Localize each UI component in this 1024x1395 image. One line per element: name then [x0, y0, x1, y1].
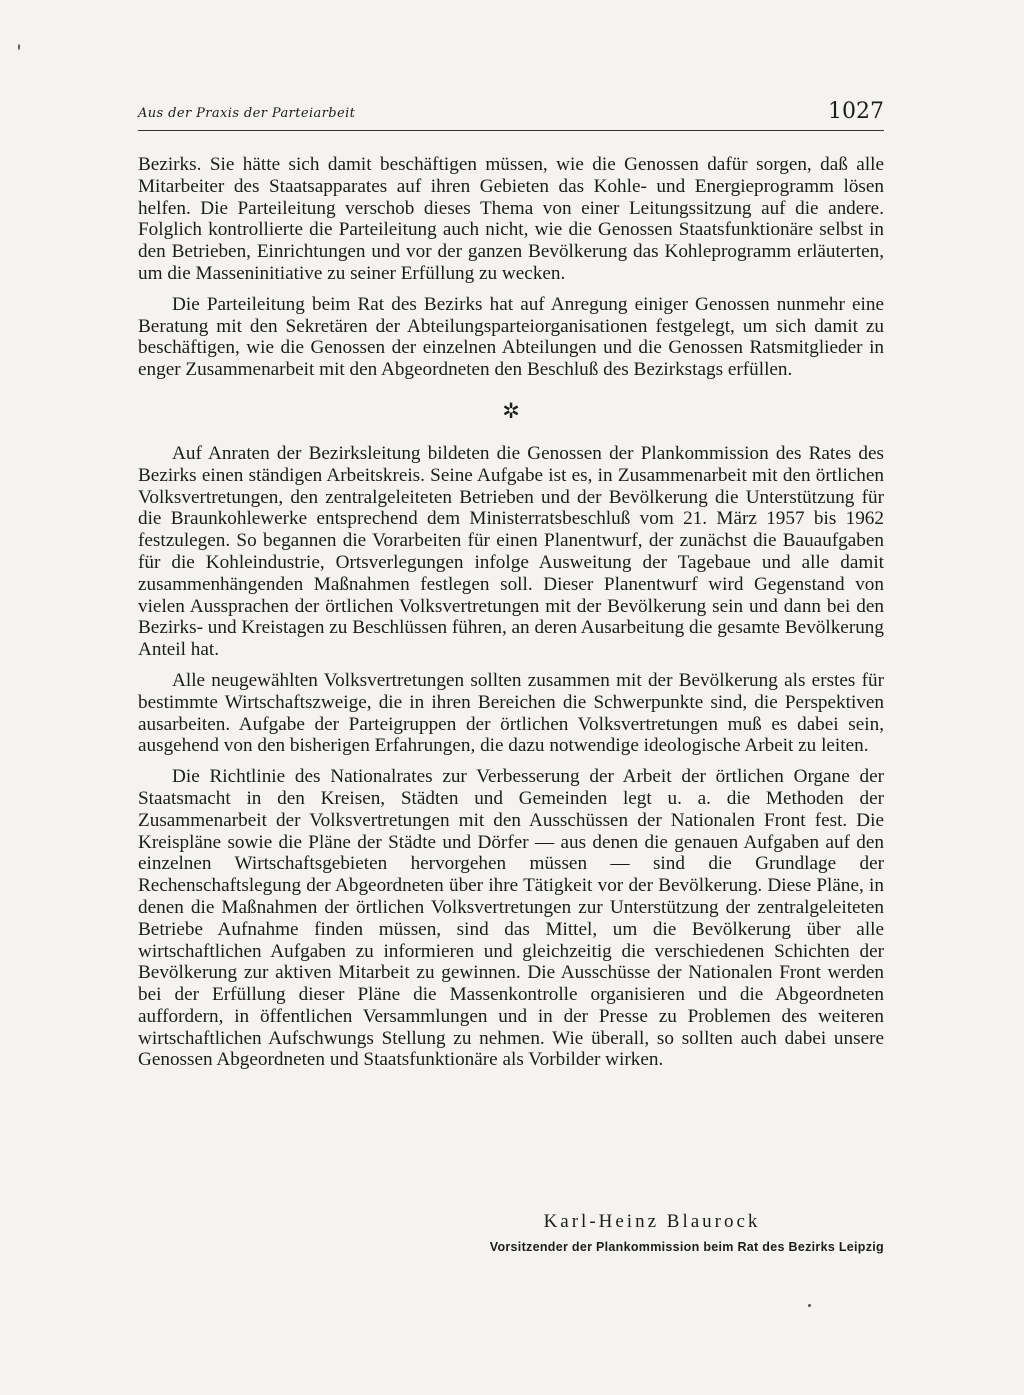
running-head: Aus der Praxis der Parteiarbeit	[138, 106, 356, 121]
paragraph-3: Auf Anraten der Bezirksleitung bildeten die Genossen der Plankommission des Rates des Bezirks einen ständigen Arbeitskreis. Seine Aufgabe ist es, in Zusammenarbeit mit den örtlichen Volksvertretungen, den zentralgeleiteten Betrieben und der Bevölkerung die Unterstützung für die Braunkohlewerke entsprechend dem Ministerratsbeschluß vom 21. März 1957 bis 1962 festzulegen. So begannen die Vorarbeiten für einen Planentwurf, der zunächst die Bauaufgaben für die Kohleindustrie, Ortsverlegungen infolge Ausweitung der Tagebaue und alle damit zusammenhängenden Maßnahmen festlegen soll. Dieser Planentwurf wird Gegenstand von vielen Aussprachen der örtlichen Volksvertretungen mit der Bevölkerung sein und dann bei den Bezirks- und Kreistagen zu Beschlüssen führen, an deren Ausarbeitung die gesamte Bevölkerung Anteil hat.	[138, 442, 884, 661]
print-speck	[18, 44, 20, 50]
article-body	[138, 154, 884, 1080]
author-title: Vorsitzender der Plankommission beim Rat des Bezirks Leipzig	[489, 1240, 884, 1254]
page-header	[138, 96, 884, 136]
paragraph-4: Alle neugewählten Volksvertretungen sollten zusammen mit der Bevölkerung als erstes für bestimmte Wirtschaftszweige, die in ihren Bereichen die Schwerpunkte sind, die Perspektiven ausarbeiten. Aufgabe der Parteigruppen der örtlichen Volksvertretungen muß es dabei sein, ausgehend von den bisherigen Erfahrungen, die dazu notwendige ideologische Arbeit zu leiten.	[138, 669, 884, 757]
paragraph-2: Die Parteileitung beim Rat des Bezirks hat auf Anregung einiger Genossen nunmehr eine Beratung mit den Sekretären der Abteilungsparteiorganisationen festgelegt, um sich damit zu beschäftigen, wie die Genossen der einzelnen Abteilungen und die Genossen Ratsmitglieder in enger Zusammenarbeit mit den Abgeordneten den Beschluß des Bezirkstags erfüllen.	[138, 293, 884, 381]
paragraph-1: Bezirks. Sie hätte sich damit beschäftigen müssen, wie die Genossen dafür sorgen, daß alle Mitarbeiter des Staatsapparates auf ihren Gebieten das Kohle- und Energieprogramm lösen helfen. Die Parteileitung verschob dieses Thema von einer Leitungssitzung auf die andere. Folglich kontrollierte die Parteileitung auch nicht, wie die Genossen Staatsfunktionäre selbst in den Betrieben, Einrichtungen und vor der ganzen Bevölkerung das Kohleprogramm erläuterten, um die Masseninitiative zu seiner Erfüllung zu wecken.	[138, 154, 884, 284]
page-number: 1027	[828, 99, 884, 124]
paragraph-5: Die Richtlinie des Nationalrates zur Verbesserung der Arbeit der örtlichen Organe der Staatsmacht in den Kreisen, Städten und Gemeinden legt u. a. die Methoden der Zusammenarbeit der Volksvertretungen mit den Ausschüssen der Nationalen Front fest. Die Kreispläne sowie die Pläne der Städte und Dörfer — aus denen die genauen Aufgaben auf den einzelnen Wirtschaftsgebieten hervorgehen müssen — sind die Grundlage der Rechenschaftslegung der Abgeordneten über ihre Tätigkeit vor der Bevölkerung. Diese Pläne, in denen die Maßnahmen der örtlichen Volksvertretungen zur Unterstützung der zentralgeleiteten Betriebe Aufnahme finden müssen, sind das Mittel, um die Bevölkerung über alle wirtschaftlichen Aufgaben zu informieren und gleichzeitig die verschiedenen Schichten der Bevölkerung zur aktiven Mitarbeit zu gewinnen. Die Ausschüsse der Nationalen Front werden bei der Erfüllung dieser Pläne die Massenkontrolle organisieren und die Abgeordneten auffordern, in öffentlichen Versammlungen und in der Presse zu Problemen des weiteren wirtschaftlichen Aufschwungs Stellung zu nehmen. Wie überall, so sollten auch dabei unsere Genossen Abgeordneten und Staatsfunktionäre als Vorbilder wirken.	[138, 766, 884, 1071]
signature-block	[380, 1210, 884, 1254]
author-name: Karl-Heinz Blaurock	[543, 1211, 761, 1232]
section-separator-star-icon: ✲	[502, 398, 520, 423]
header-rule	[138, 130, 884, 131]
print-speck	[808, 1304, 811, 1307]
